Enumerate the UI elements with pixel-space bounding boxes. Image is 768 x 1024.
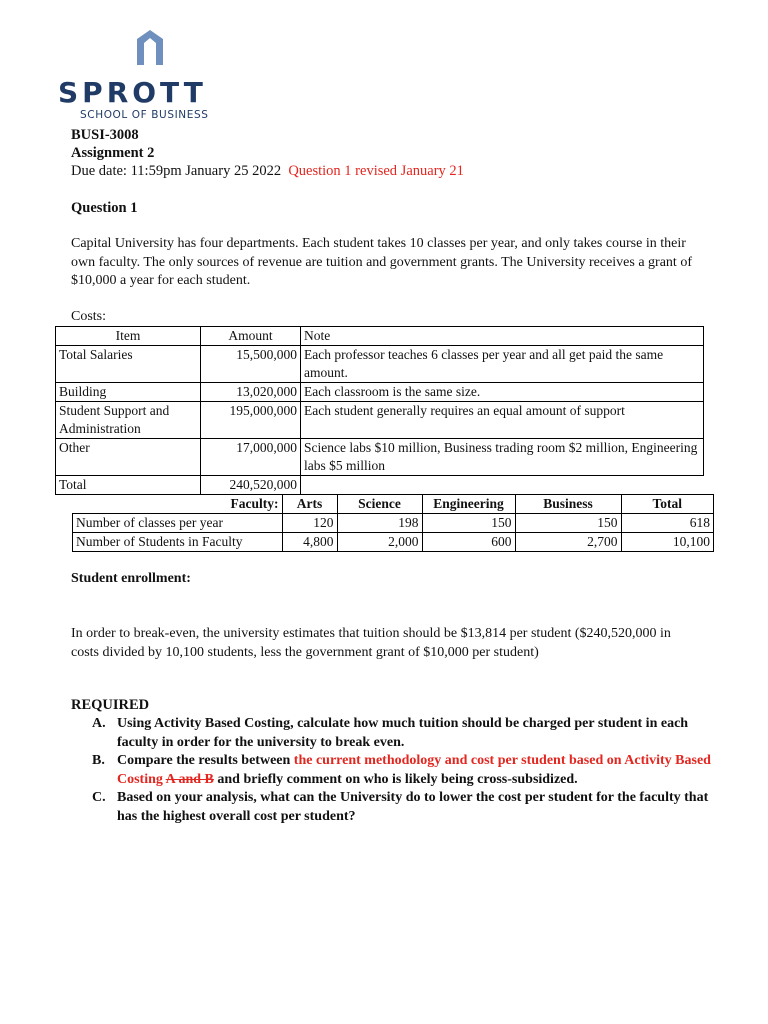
logo-subtitle: SCHOOL OF BUSINESS bbox=[80, 109, 209, 121]
cell-business: 150 bbox=[515, 514, 621, 533]
faculty-table bbox=[72, 494, 714, 552]
cell-science: 2,000 bbox=[337, 533, 422, 552]
row-label: Number of Students in Faculty bbox=[73, 533, 283, 552]
revision-note: Question 1 revised January 21 bbox=[288, 163, 464, 179]
header-science: Science bbox=[337, 495, 422, 514]
header-item: Item bbox=[56, 327, 201, 346]
cost-note bbox=[301, 476, 704, 495]
item-text-revised: the current methodology and cost per student based on Activity Based Costing bbox=[117, 753, 711, 787]
question-title: Question 1 bbox=[71, 200, 138, 216]
required-item-b bbox=[92, 752, 712, 789]
cost-item: Student Support and Administration bbox=[56, 402, 201, 439]
item-text: Using Activity Based Costing, calculate how much tuition should be charged per student in each faculty in order for the university to break even. bbox=[117, 716, 689, 750]
cost-note: Science labs $10 million, Business trading room $2 million, Engineering labs $5 million bbox=[301, 439, 704, 476]
due-date-label: Due date: 11:59pm January 25 2022 bbox=[71, 163, 282, 179]
header-total: Total bbox=[621, 495, 714, 514]
student-enrollment-label: Student enrollment: bbox=[71, 571, 191, 586]
required-item-c bbox=[92, 789, 712, 826]
cost-amount: 195,000,000 bbox=[201, 402, 301, 439]
item-letter: B. bbox=[92, 753, 105, 768]
cost-item: Total Salaries bbox=[56, 346, 201, 383]
cell-arts: 120 bbox=[282, 514, 337, 533]
logo-wordmark: SPROTT bbox=[58, 76, 207, 109]
item-text: Based on your analysis, what can the University do to lower the cost per student for the faculty that has the highest overall cost per student? bbox=[117, 790, 709, 824]
item-letter: C. bbox=[92, 790, 106, 805]
cell-science: 198 bbox=[337, 514, 422, 533]
cost-note: Each student generally requires an equal amount of support bbox=[301, 402, 704, 439]
cell-business: 2,700 bbox=[515, 533, 621, 552]
required-list bbox=[92, 715, 712, 826]
table-row bbox=[56, 383, 704, 402]
item-letter: A. bbox=[92, 716, 106, 731]
header-amount: Amount bbox=[201, 327, 301, 346]
required-item-a bbox=[92, 715, 712, 752]
cell-engineering: 150 bbox=[422, 514, 515, 533]
item-text-prefix: Compare the results between bbox=[117, 753, 294, 768]
cost-amount: 17,000,000 bbox=[201, 439, 301, 476]
row-label: Number of classes per year bbox=[73, 514, 283, 533]
faculty-table-header bbox=[73, 495, 714, 514]
cost-note: Each professor teaches 6 classes per year and all get paid the same amount. bbox=[301, 346, 704, 383]
header-arts: Arts bbox=[282, 495, 337, 514]
costs-table-header bbox=[56, 327, 704, 346]
table-row bbox=[56, 402, 704, 439]
breakeven-paragraph: In order to break-even, the university estimates that tuition should be $13,814 per student ($240,520,000 in costs divided by 10,100 students, less the government grant of $10,000 per student) bbox=[71, 626, 671, 660]
cell-total: 618 bbox=[621, 514, 714, 533]
required-title: REQUIRED bbox=[71, 697, 150, 713]
cost-amount: 13,020,000 bbox=[201, 383, 301, 402]
due-date bbox=[71, 163, 464, 180]
cost-item: Total bbox=[56, 476, 201, 495]
item-text-struck: A and B bbox=[165, 771, 214, 787]
cost-item: Other bbox=[56, 439, 201, 476]
cost-amount: 240,520,000 bbox=[201, 476, 301, 495]
table-row bbox=[73, 514, 714, 533]
table-row bbox=[73, 533, 714, 552]
cell-total: 10,100 bbox=[621, 533, 714, 552]
table-row-total bbox=[56, 476, 704, 495]
cost-item: Building bbox=[56, 383, 201, 402]
cost-note: Each classroom is the same size. bbox=[301, 383, 704, 402]
table-row bbox=[56, 346, 704, 383]
header-note: Note bbox=[301, 327, 704, 346]
header-business: Business bbox=[515, 495, 621, 514]
cell-arts: 4,800 bbox=[282, 533, 337, 552]
header-engineering: Engineering bbox=[422, 495, 515, 514]
intro-paragraph: Capital University has four departments. Each student takes 10 classes per year, and only takes course in their own faculty. The only sources of revenue are tuition and government grants. The University receives a grant of $10,000 a year for each student. bbox=[71, 236, 692, 288]
costs-label: Costs: bbox=[71, 309, 107, 324]
costs-table bbox=[55, 326, 704, 495]
sprott-logo-mark bbox=[136, 29, 164, 65]
cell-engineering: 600 bbox=[422, 533, 515, 552]
assignment-title: Assignment 2 bbox=[71, 145, 155, 161]
item-text-suffix: and briefly comment on who is likely being cross-subsidized. bbox=[213, 771, 578, 787]
cost-amount: 15,500,000 bbox=[201, 346, 301, 383]
faculty-label: Faculty: bbox=[73, 495, 283, 514]
table-row bbox=[56, 439, 704, 476]
course-code: BUSI-3008 bbox=[71, 127, 139, 143]
